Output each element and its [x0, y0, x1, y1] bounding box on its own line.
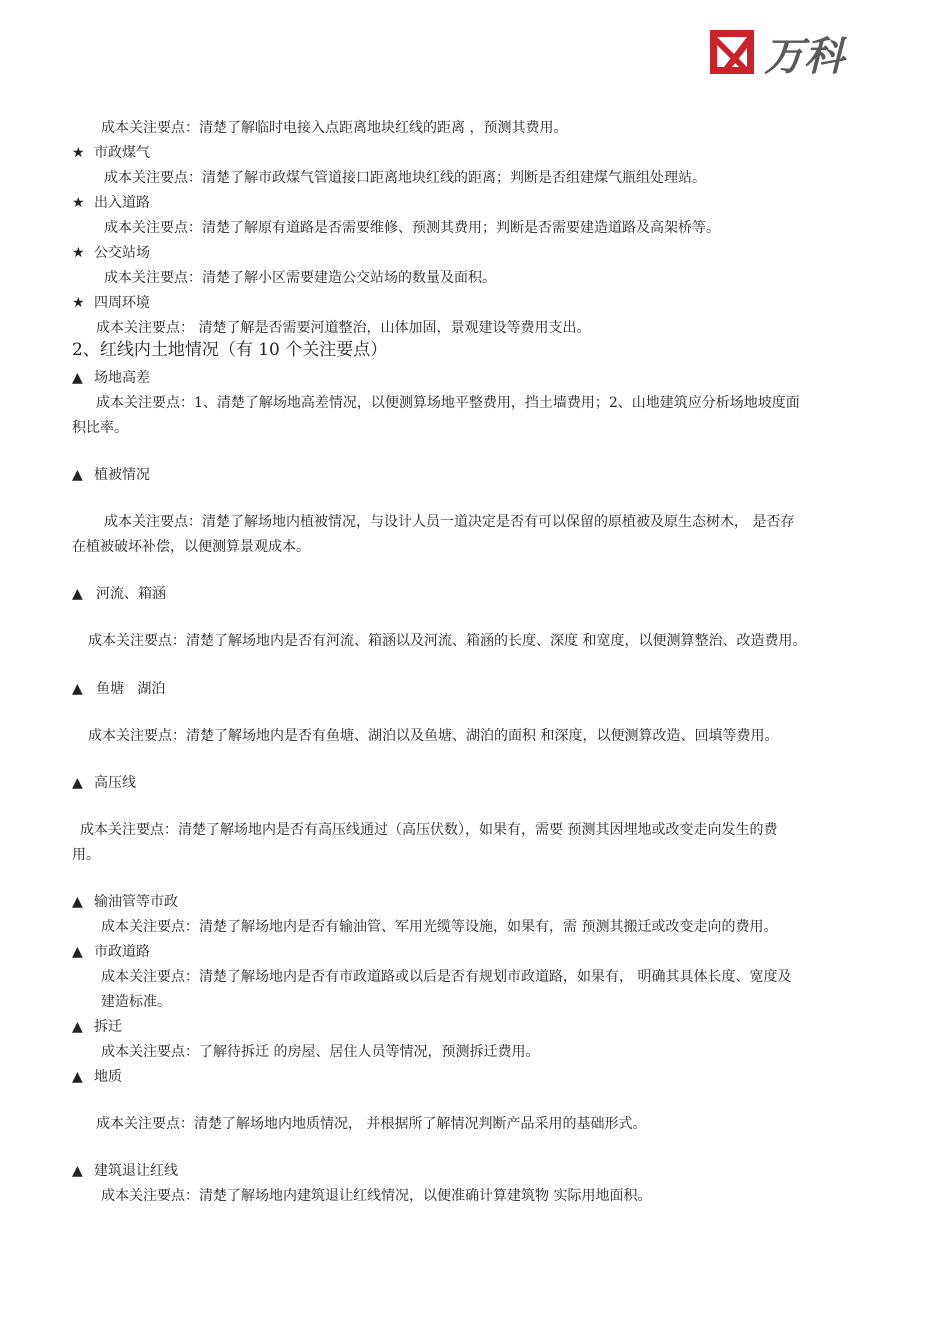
item-label: 市政煤气: [94, 145, 150, 161]
star-item-municipal-gas: [72, 143, 150, 163]
triangle-icon: ▲: [72, 894, 83, 910]
text-line: 成本关注要点：清楚了解原有道路是否需要维修、预测其费用；判断是否需要建造道路及高架桥等。: [104, 220, 720, 236]
triangle-icon: ▲: [72, 1019, 83, 1035]
triangle-icon: ▲: [72, 944, 83, 960]
text-line: 成本关注要点：清楚了解场地内建筑退让红线情况，以便准确计算建筑物 实际用地面积。: [101, 1188, 652, 1204]
triangle-item-geology: [72, 1067, 122, 1087]
text-line: 建造标准。: [101, 994, 171, 1010]
text-line: 成本关注要点：清楚了解场地内是否有市政道路或以后是否有规划市政道路，如果有， 明确其具体长度、宽度及: [101, 969, 792, 985]
triangle-item-demolition: [72, 1017, 122, 1037]
item-label: 市政道路: [94, 944, 150, 960]
text-line: 成本关注要点： 清楚了解是否需要河道整治，山体加固，景观建设等费用支出。: [96, 320, 591, 336]
text-line: 成本关注要点：清楚了解市政煤气管道接口距离地块红线的距离；判断是否组建煤气瓶组处理站。: [104, 170, 706, 186]
text-line: 成本关注要点：清楚了解场地内是否有河流、箱涵以及河流、箱涵的长度、深度 和宽度，以便测算整治、改造费用。: [88, 633, 807, 649]
triangle-icon: ▲: [72, 1069, 83, 1085]
text-line: 成本关注要点：1、清楚了解场地高差情况，以便测算场地平整费用，挡土墙费用；2、山地建筑应分析场地坡度面: [96, 395, 800, 411]
text-line: 成本关注要点：清楚了解小区需要建造公交站场的数量及面积。: [104, 270, 496, 286]
text-line: 积比率。: [72, 420, 128, 436]
text-line: 成本关注要点：清楚了解场地内是否有鱼塘、湖泊以及鱼塘、湖泊的面积 和深度，以便测算改造、回填等费用。: [88, 728, 779, 744]
star-icon: ★: [72, 195, 85, 211]
item-label: 场地高差: [94, 370, 150, 386]
item-label: 输油管等市政: [94, 894, 178, 910]
triangle-item-power-lines: [72, 773, 136, 793]
text-line: 用。: [72, 847, 100, 863]
item-label: 植被情况: [94, 467, 150, 483]
item-label: 拆迁: [94, 1019, 122, 1035]
item-label: 鱼塘 湖泊: [96, 681, 166, 697]
item-label: 四周环境: [94, 295, 150, 311]
item-label: 建筑退让红线: [94, 1163, 178, 1179]
text-line: 成本关注要点：清楚了解临时电接入点距离地块红线的距离 ，预测其费用。: [101, 120, 568, 136]
item-label: 公交站场: [94, 245, 150, 261]
item-label: 河流、箱涵: [96, 586, 166, 602]
text-line: 在植被破坏补偿，以便测算景观成本。: [72, 539, 310, 555]
text-line: 成本关注要点：了解待拆迁 的房屋、居住人员等情况，预测拆迁费用。: [101, 1044, 540, 1060]
triangle-item-pipelines: [72, 892, 178, 912]
triangle-icon: ▲: [72, 370, 83, 386]
triangle-icon: ▲: [72, 586, 83, 602]
star-icon: ★: [72, 295, 85, 311]
star-icon: ★: [72, 245, 85, 261]
item-label: 出入道路: [94, 195, 150, 211]
star-icon: ★: [72, 145, 85, 161]
triangle-item-municipal-roads: [72, 942, 150, 962]
triangle-item-ponds: [72, 679, 165, 699]
triangle-icon: ▲: [72, 1163, 83, 1179]
item-label: 高压线: [94, 775, 136, 791]
star-item-access-road: [72, 193, 150, 213]
star-item-surroundings: [72, 293, 150, 313]
logo-text: 万科: [764, 34, 844, 78]
item-label: 地质: [94, 1069, 122, 1085]
section-heading: 2、红线内土地情况（有 10 个关注要点）: [72, 340, 388, 360]
triangle-icon: ▲: [72, 681, 83, 697]
triangle-item-setback: [72, 1161, 178, 1181]
triangle-icon: ▲: [72, 775, 83, 791]
text-line: 成本关注要点：清楚了解场地内植被情况，与设计人员一道决定是否有可以保留的原植被及原生态树木， 是否存: [104, 514, 795, 530]
star-item-bus-station: [72, 243, 150, 263]
triangle-item-vegetation: [72, 465, 150, 485]
triangle-item-elevation: [72, 368, 150, 388]
text-line: 成本关注要点：清楚了解场地内是否有高压线通过（高压伏数），如果有，需要 预测其因埋地或改变走向发生的费: [80, 822, 778, 838]
triangle-item-rivers: [72, 584, 166, 604]
triangle-icon: ▲: [72, 467, 83, 483]
text-line: 成本关注要点：清楚了解场地内是否有输油管、军用光缆等设施，如果有，需 预测其搬迁或改变走向的费用。: [101, 919, 778, 935]
text-line: 成本关注要点：清楚了解场地内地质情况， 并根据所了解情况判断产品采用的基础形式。: [96, 1116, 647, 1132]
